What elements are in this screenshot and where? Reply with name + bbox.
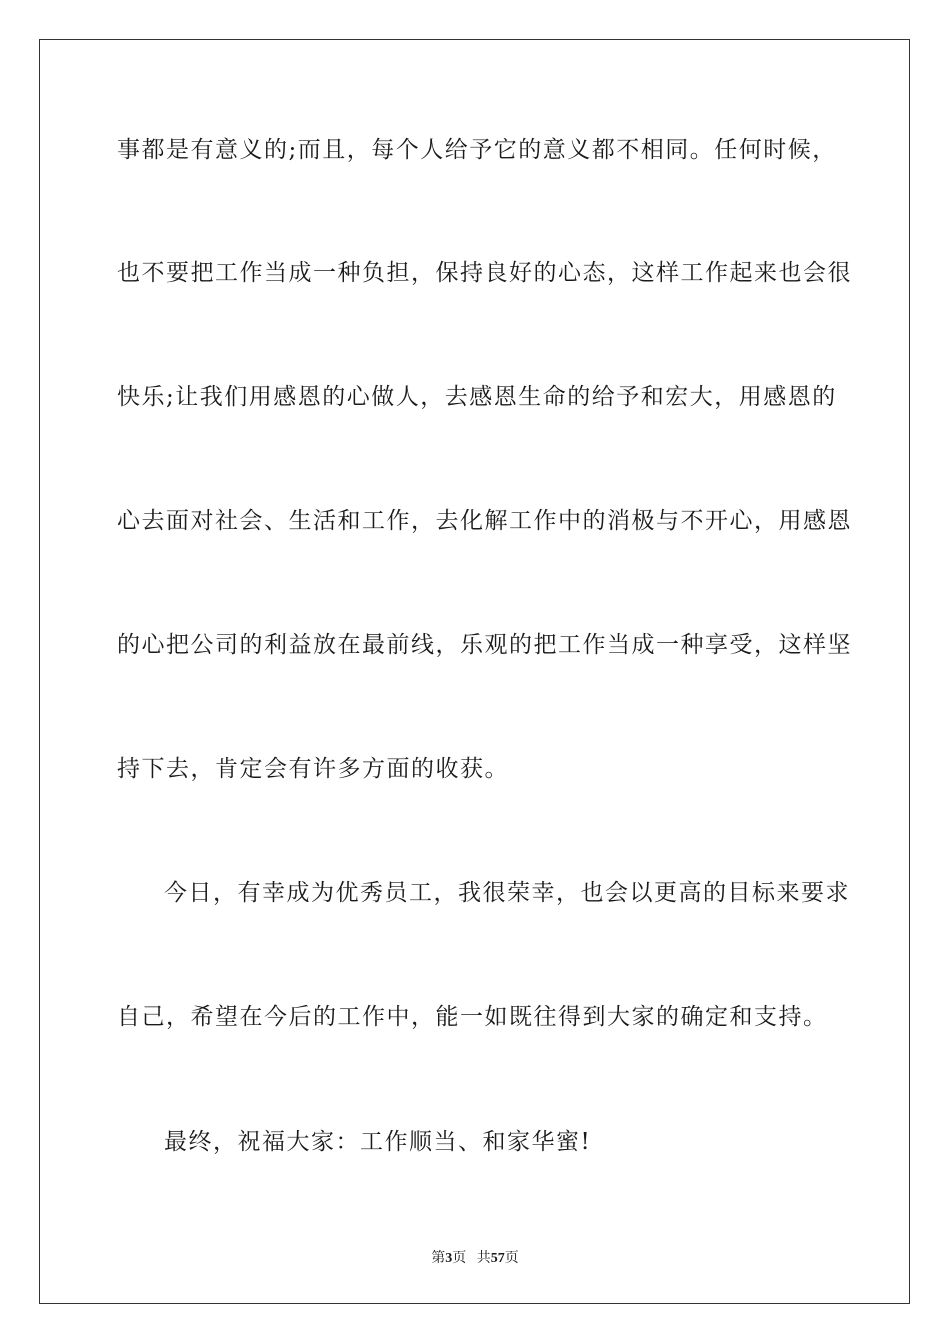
body-line: 快乐;让我们用感恩的心做人，去感恩生命的给予和宏大，用感恩的 xyxy=(117,384,837,410)
total-pages: 57 xyxy=(490,1251,505,1266)
body-line: 持下去，肯定会有许多方面的收获。 xyxy=(117,756,509,782)
page-suffix: 页 xyxy=(452,1251,467,1266)
body-line: 的心把公司的利益放在最前线，乐观的把工作当成一种享受，这样坚 xyxy=(117,632,852,658)
paragraph-first-line: 今日，有幸成为优秀员工，我很荣幸，也会以更高的目标来要求 xyxy=(164,880,850,906)
body-line: 心去面对社会、生活和工作，去化解工作中的消极与不开心，用感恩 xyxy=(117,508,852,534)
body-line: 自己，希望在今后的工作中，能一如既往得到大家的确定和支持。 xyxy=(117,1004,828,1030)
body-line: 事都是有意义的;而且，每个人给予它的意义都不相同。任何时候， xyxy=(117,137,837,163)
total-suffix: 页 xyxy=(504,1251,519,1266)
body-line: 也不要把工作当成一种负担，保持良好的心态，这样工作起来也会很 xyxy=(117,260,852,286)
page-border xyxy=(39,39,910,1304)
total-prefix: 共 xyxy=(476,1251,491,1266)
page-footer xyxy=(0,1247,950,1267)
page-prefix: 第 xyxy=(431,1251,446,1266)
closing-line: 最终，祝福大家：工作顺当、和家华蜜! xyxy=(164,1129,592,1155)
page-number: 3 xyxy=(445,1251,453,1266)
